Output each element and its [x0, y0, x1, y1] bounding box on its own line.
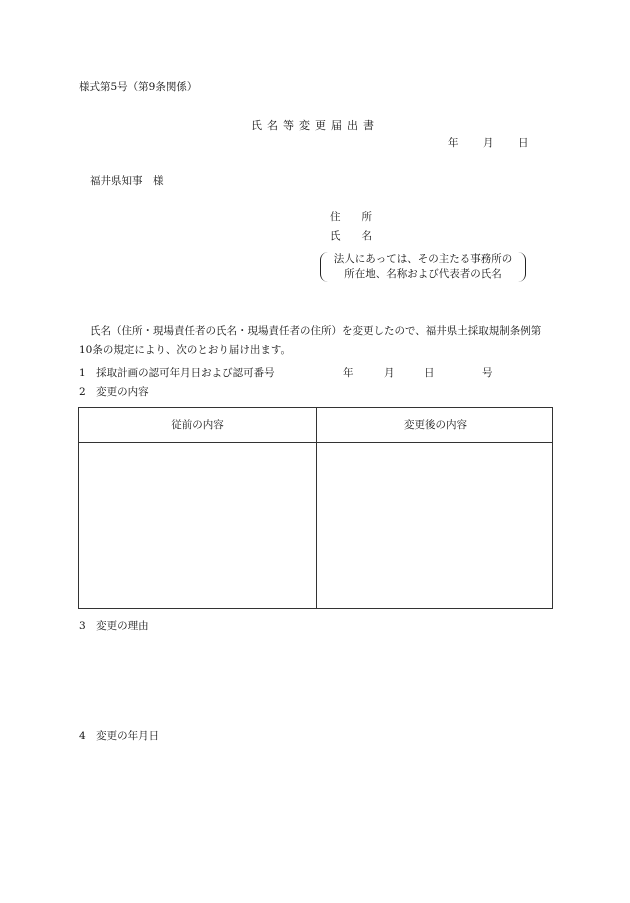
name-label: 氏 名 [330, 230, 372, 242]
item1-year-label: 年 [343, 367, 354, 379]
date-day-label: 日 [518, 137, 529, 149]
item2-label: 2 変更の内容 [79, 386, 149, 398]
applicant-name-row [330, 231, 385, 242]
submission-date-line [448, 138, 529, 149]
item1-date-fields [343, 368, 493, 379]
applicant-address-row [330, 212, 385, 223]
date-month-label: 月 [483, 137, 494, 149]
item3-label: 3 変更の理由 [79, 620, 149, 632]
addressee: 福井県知事 様 [90, 175, 164, 187]
item4-label: 4 変更の年月日 [79, 730, 160, 742]
corporate-note [320, 252, 526, 282]
table-header-divider [79, 442, 552, 443]
body-text: 氏名（住所・現場責任者の氏名・現場責任者の住所）を変更したので、福井県土採取規制条例第10条の規定により、次のとおり届け出ます。 [79, 325, 542, 356]
corporate-note-line2: 所在地、名称および代表者の氏名 [344, 268, 502, 280]
header-before-content: 従前の内容 [171, 419, 224, 431]
item1-label: 1 採取計画の認可年月日および認可番号 [79, 367, 275, 379]
item1-month-label: 月 [384, 367, 395, 379]
change-content-table [78, 407, 553, 609]
corporate-note-line1: 法人にあっては、その主たる事務所の [333, 253, 513, 265]
form-number: 様式第5号（第9条関係） [79, 81, 198, 93]
date-year-label: 年 [448, 137, 459, 149]
document-title: 氏名等変更届出書 [251, 119, 379, 132]
item1-number-label: 号 [482, 367, 493, 379]
table-column-divider [316, 408, 317, 608]
address-label: 住 所 [330, 211, 372, 223]
header-after-content: 変更後の内容 [404, 419, 467, 431]
item1-day-label: 日 [424, 367, 435, 379]
